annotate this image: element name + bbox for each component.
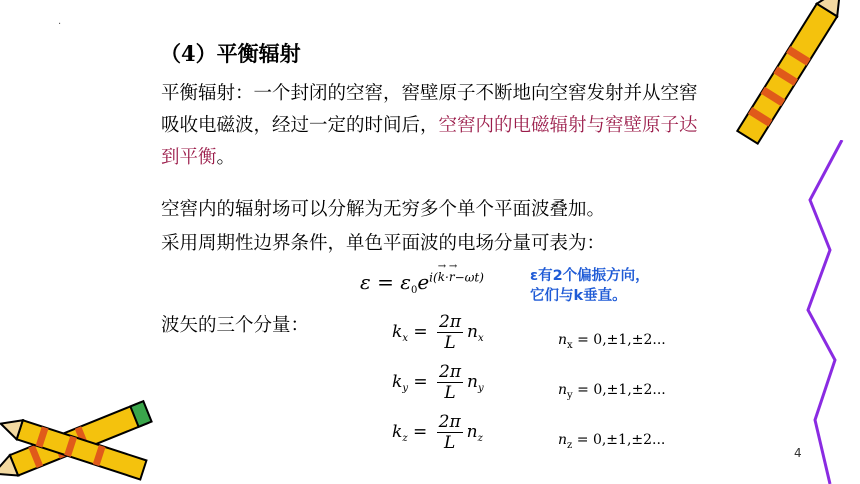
fraction: [437, 312, 463, 353]
wavevector-label: 波矢的三个分量：: [161, 315, 310, 336]
k-z-equation: $k_z$ = $\frac{2\pi}{L}$ $n_z$: [392, 412, 483, 453]
fraction: [437, 412, 463, 453]
k-symbol: k: [392, 322, 403, 342]
denominator: L: [444, 383, 456, 403]
page-number: 4: [794, 446, 802, 460]
n-subscript: z: [477, 433, 483, 444]
k-subscript: x: [402, 333, 408, 344]
n-subscript: x: [567, 340, 573, 351]
n-z-range: [558, 432, 665, 451]
n-x-range: [558, 332, 666, 351]
numerator: 2π: [438, 412, 461, 432]
n-symbol: n: [466, 422, 478, 442]
decorative-dot: .: [58, 16, 62, 27]
pencil-top-right-icon: [718, 0, 860, 175]
n-symbol: n: [558, 332, 568, 348]
range-text: = 0,±1,±2...: [576, 432, 666, 448]
highlighted-text: 空窖内的电磁辐射与窖壁原子达到平衡: [161, 115, 698, 168]
denominator: L: [444, 333, 456, 353]
k-symbol: k: [392, 372, 403, 392]
k-subscript: y: [402, 383, 408, 394]
n-subscript: y: [567, 390, 573, 401]
denominator: L: [444, 433, 456, 453]
paragraph-equilibrium-radiation: [161, 78, 701, 174]
range-text: = 0,±1,±2...: [577, 382, 666, 398]
equation-electric-field: $\varepsilon = \varepsilon_0e^{i(k \to \cdot r \to -\omega t)}$: [360, 261, 484, 296]
pencils-bottom-left-icon: [0, 380, 180, 484]
k-symbol: k: [392, 422, 403, 442]
n-y-range: [558, 382, 666, 401]
n-symbol: n: [558, 432, 568, 448]
n-subscript: z: [567, 440, 573, 451]
range-text: = 0,±1,±2...: [577, 332, 666, 348]
k-subscript: z: [402, 433, 408, 444]
note-line: ε有2个偏振方向，: [530, 268, 650, 284]
numerator: 2π: [439, 312, 462, 332]
n-subscript: x: [477, 333, 484, 344]
page-title: （4）平衡辐射: [160, 41, 301, 66]
n-subscript: y: [477, 383, 484, 394]
note-line: 它们与k垂直。: [530, 288, 627, 304]
n-symbol: n: [558, 382, 568, 398]
n-symbol: n: [467, 322, 478, 342]
paragraph-end: 。: [216, 147, 236, 168]
fraction: [437, 362, 463, 403]
polarization-note: [530, 266, 650, 306]
paragraph-plane-waves: 空窖内的辐射场可以分解为无穷多个单个平面波叠加。: [161, 199, 606, 220]
numerator: 2π: [439, 362, 462, 382]
purple-zigzag-line: [790, 140, 860, 484]
k-x-equation: $k_x$ = $\frac{2\pi}{L}$ $n_x$: [392, 312, 484, 353]
paragraph-text: 平衡辐射：一个封闭的空窖，窖壁原子不断地向空窖发射并从空窖吸收电磁波，经过一定的时间后，: [161, 83, 698, 136]
n-symbol: n: [467, 372, 478, 392]
paragraph-boundary-conditions: 采用周期性边界条件，单色平面波的电场分量可表为：: [161, 233, 606, 254]
k-y-equation: $k_y$ = $\frac{2\pi}{L}$ $n_y$: [392, 362, 484, 403]
